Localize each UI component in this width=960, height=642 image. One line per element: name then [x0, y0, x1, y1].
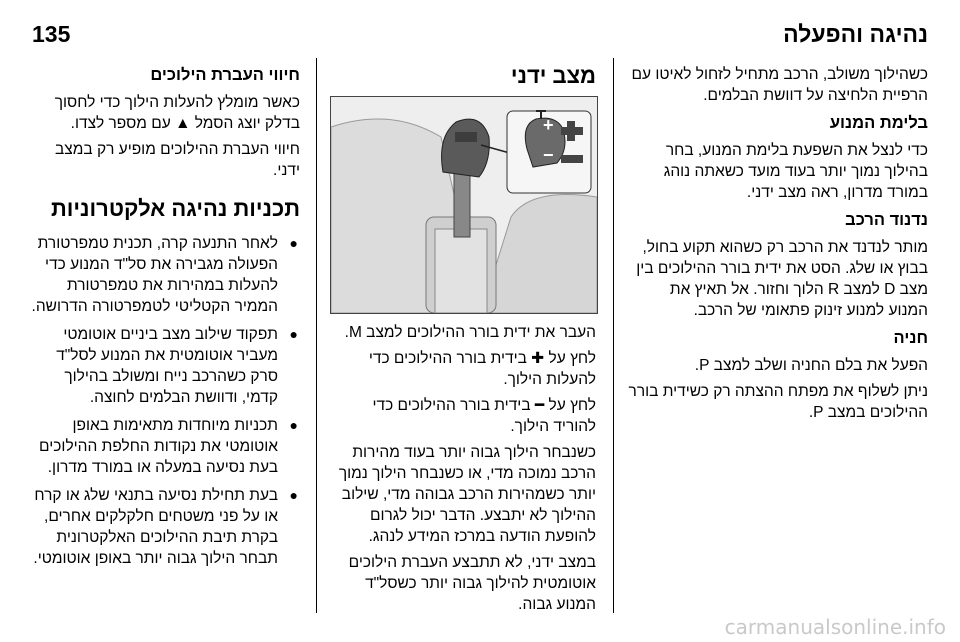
column-divider-left [316, 58, 317, 613]
manual-text-2: לחץ על ✚ בידית בורר ההילוכים כדי להעלות הילוך. [368, 350, 596, 388]
list-item: ● בעת תחילת נסיעה בתנאי שלג או קרח או על פני משטחים חלקלקים אחרים, בקרת תיבת ההילוכים האלקטרונית תבחר הילוך גבוה יותר באופן אוטומטי. [33, 487, 298, 567]
shift-indicator-text-1: כאשר מומלץ להעלות הילוך כדי לחסוך בדלק יוצג הסמל ▲ עם מספר לצדו. [54, 94, 300, 132]
bullet-icon: ● [289, 326, 298, 342]
gear-selector-illustration [330, 96, 598, 314]
column-divider-right [613, 58, 614, 613]
manual-text-4: כשנבחר הילוך גבוה יותר בעוד מהירות הרכב נמוכה מדי, או כשנבחר הילוך נמוך יותר כשמהירות הרכב גבוהה מדי, שילוב ההילוך לא יתבצע. הדבר יכול לגרום להופעת הודעה במרכז המידע לנהג. [338, 444, 596, 545]
list-item: ● תכניות מיוחדות מתאימות באופן אוטומטי את נקודות החלפת ההילוכים בעת נסיעה במעלה או במורד מדרון. [39, 417, 298, 476]
engine-braking-text: כדי לנצל את השפעת בלימת המנוע, בחר בהילוך נמוך יותר בעוד מועד כשאתה נוהג במורד מדרון, ראה מצב ידני. [663, 142, 928, 201]
manual-text-5: במצב ידני, לא תתבצע העברת הילוכים אוטומטית להילוך גבוה יותר כשסל"ד המנוע גבוה. [348, 554, 596, 613]
manual-text-3: לחץ על ━ בידית בורר ההילוכים כדי להוריד הילוך. [372, 397, 596, 435]
rocking-text: מותר לנדנד את הרכב רק כשהוא תקוע בחול, בבוץ או שלג. הסט את ידית בורר ההילוכים בין מצב D למצב R הלוך וחזור. אל תאיץ את המנוע למנוע זינוק פתאומי של הרכב. [636, 239, 928, 319]
minus-icon: − [543, 145, 554, 165]
plus-icon: + [543, 115, 554, 135]
programs-list [28, 233, 300, 569]
middle-column-text [330, 322, 596, 620]
watermark: carmanualsonline.info [724, 615, 946, 639]
bullet-icon: ● [289, 417, 298, 433]
parking-text-1: הפעל את בלם החניה ושלב למצב P. [694, 357, 928, 374]
gear-selector-drawing [331, 97, 597, 313]
parking-heading: חניה [893, 329, 928, 347]
left-column [28, 64, 300, 576]
electronic-programs-heading: תכניות נהיגה אלקטרוניות [50, 196, 300, 221]
list-item: ● תפקוד שילוב מצב ביניים אוטומטי מעביר אוטומטית את המנוע לסל"ד סרק כשהרכב נייח ומשולב בהילוך קדמי, ודוושת הבלמים לחוצה. [56, 326, 298, 406]
shift-indicator-text-2: חיווי העברת ההילוכים מופיע רק במצב ידני. [55, 141, 300, 179]
middle-column [330, 62, 596, 96]
manual-mode-heading: מצב ידני [510, 63, 596, 88]
page-number: 135 [32, 21, 71, 47]
parking-text-2: ניתן לשלוף את מפתח ההצתה רק כשידית בורר ההילוכים במצב P. [628, 383, 928, 421]
intro-paragraph: כשהילוך משולב, הרכב מתחיל לזחול לאיטו עם הרפיית הלחיצה על דוושת הבלמים. [631, 66, 928, 104]
rocking-heading: נדנוד הרכב [845, 211, 928, 229]
list-item: ● לאחר התנעה קרה, תכנית טמפרטורת הפעולה מגבירה את סל"ד המנוע כדי להעלות במהירות את טמפרטורת הממיר הקטליטי לטמפרטורה הדרושה. [31, 235, 298, 315]
bullet-icon: ● [289, 487, 298, 503]
section-title: נהיגה והפעלה [783, 21, 928, 47]
right-column [628, 64, 928, 428]
bullet-icon: ● [289, 235, 298, 251]
engine-braking-heading: בלימת המנוע [829, 114, 928, 132]
manual-text-1: העבר את ידית בורר ההילוכים למצב M. [344, 324, 596, 341]
shift-indicator-heading: חיווי העברת הילוכים [150, 66, 300, 84]
